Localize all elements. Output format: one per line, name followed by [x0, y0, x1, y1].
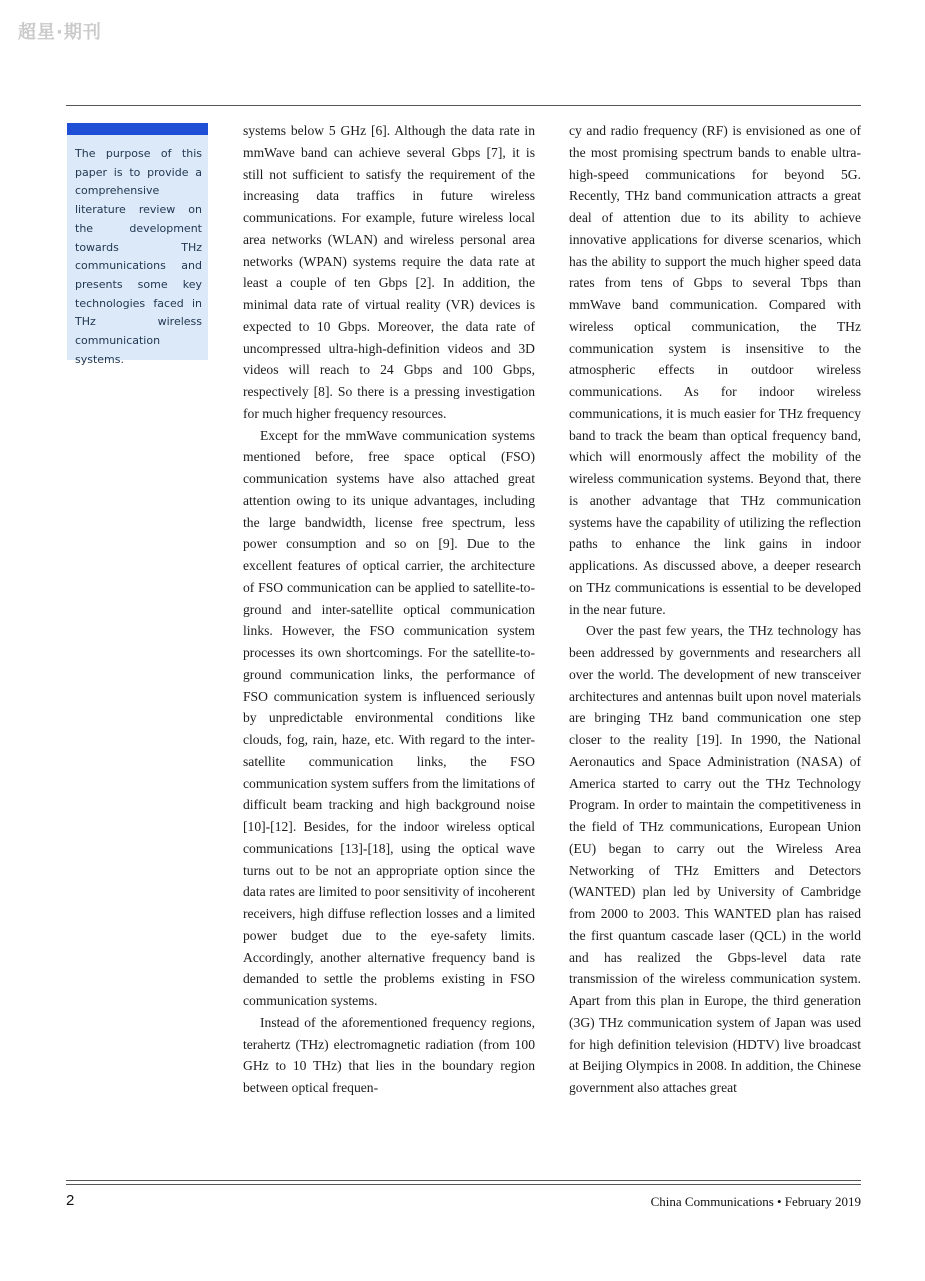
footer-rule: [66, 1184, 861, 1185]
paragraph: cy and radio frequency (RF) is envisioned as one of the most promising spectrum bands to enable ultra-high-speed communications for beyond 5G. Recently, THz band communication attracts a great deal of attention due to its ability to achieve innovative applications for diverse scenarios, which has the ability to support the much higher speed data rates from tens of Gbps to several Tbps than mmWave band communication. Compared with wireless optical communication, the THz communication system is insensitive to the atmospheric effects in outdoor wireless communications. As for indoor wireless communications, it is much easier for THz frequency band to track the beam than optical frequency band, which will enormously affect the mobility of the wireless communication systems. Beyond that, there is another advantage that THz communication systems have the capability of utilizing the reflection paths to enhance the link gains in indoor applications. As discussed above, a deeper research on THz communications is essential to be developed in the near future.: [569, 123, 861, 617]
journal-footer: China Communications • February 2019: [650, 1194, 861, 1209]
watermark: 超星·期刊: [18, 22, 102, 43]
page-number: 2: [66, 1192, 75, 1209]
footer-rule: [66, 1180, 861, 1181]
header-rule: [66, 105, 861, 106]
text-column-2: [569, 120, 861, 1099]
paragraph: Over the past few years, the THz technology has been addressed by governments and researchers all over the world. The development of new transceiver architectures and antennas built upon novel materials are bringing THz band communication one step closer to the reality [19]. In 1990, the National Aeronautics and Space Administration (NASA) of America started to carry out the THz Technology Program. In order to maintain the competitiveness in the field of THz communications, European Union (EU) began to carry out the Wireless Area Networking of THz Emitters and Detectors (WANTED) plan led by University of Cambridge from 2000 to 2003. This WANTED plan has raised the first quantum cascade laser (QCL) in the world and has realized the Gbps-level data rate transmission of the wireless communication system. Apart from this plan in Europe, the third generation (3G) THz communication system of Japan was used for high definition television (HDTV) live broadcast at Beijing Olympics in 2008. In addition, the Chinese government also attaches great: [569, 623, 861, 1095]
sidebar-accent-bar: [67, 123, 208, 135]
paragraph: Except for the mmWave communication systems mentioned before, free space optical (FSO) communication systems have also attached great attention owing to its unique advantages, including the large bandwidth, license free spectrum, less power consumption and so on [9]. Due to the excellent features of optical carrier, the architecture of FSO communication can be applied to satellite-to-ground and inter-satellite optical communication links. However, the FSO communication system processes its own shortcomings. For the satellite-to-ground communication links, the performance of FSO communication system is influenced seriously by unpredictable environmental conditions like clouds, fog, rain, haze, etc. With regard to the inter-satellite communication links, the FSO communication system suffers from the limitations of difficult beam tracking and high background noise [10]-[12]. Besides, for the indoor wireless optical communications [13]-[18], using the optical wave turns out to be not an appropriate option since the data rates are limited to poor sensitivity of incoherent receivers, high diffuse reflection losses and a limited power budget due to the eye-safety limits. Accordingly, another alternative frequency band is demanded to settle the problems existing in FSO communication systems.: [243, 427, 535, 1008]
sidebar-callout: [67, 123, 208, 366]
text-column-1: [243, 120, 535, 1099]
paragraph: systems below 5 GHz [6]. Although the data rate in mmWave band can achieve several Gbps [7], it is still not sufficient to satisfy the requirement of the increasing data traffics in future wireless communications. For example, future wireless local area networks (WLAN) and wireless personal area networks (WPAN) systems require the data rate at least a couple of ten Gbps [2]. In addition, the minimal data rate of virtual reality (VR) devices is expected to 10 Gbps. Moreover, the data rate of uncompressed ultra-high-definition videos and 3D videos will reach to 24 Gbps and 100 Gbps, respectively [8]. So there is a pressing investigation for much higher frequency resources.: [243, 123, 535, 421]
sidebar-text: The purpose of this paper is to provide a comprehensive literature review on the development towards THz communications and presents some key technologies faced in THz wireless communication systems.: [75, 147, 202, 366]
paragraph: Instead of the aforementioned frequency regions, terahertz (THz) electromagnetic radiation (from 100 GHz to 10 THz) that lies in the boundary region between optical frequen-: [243, 1014, 535, 1095]
